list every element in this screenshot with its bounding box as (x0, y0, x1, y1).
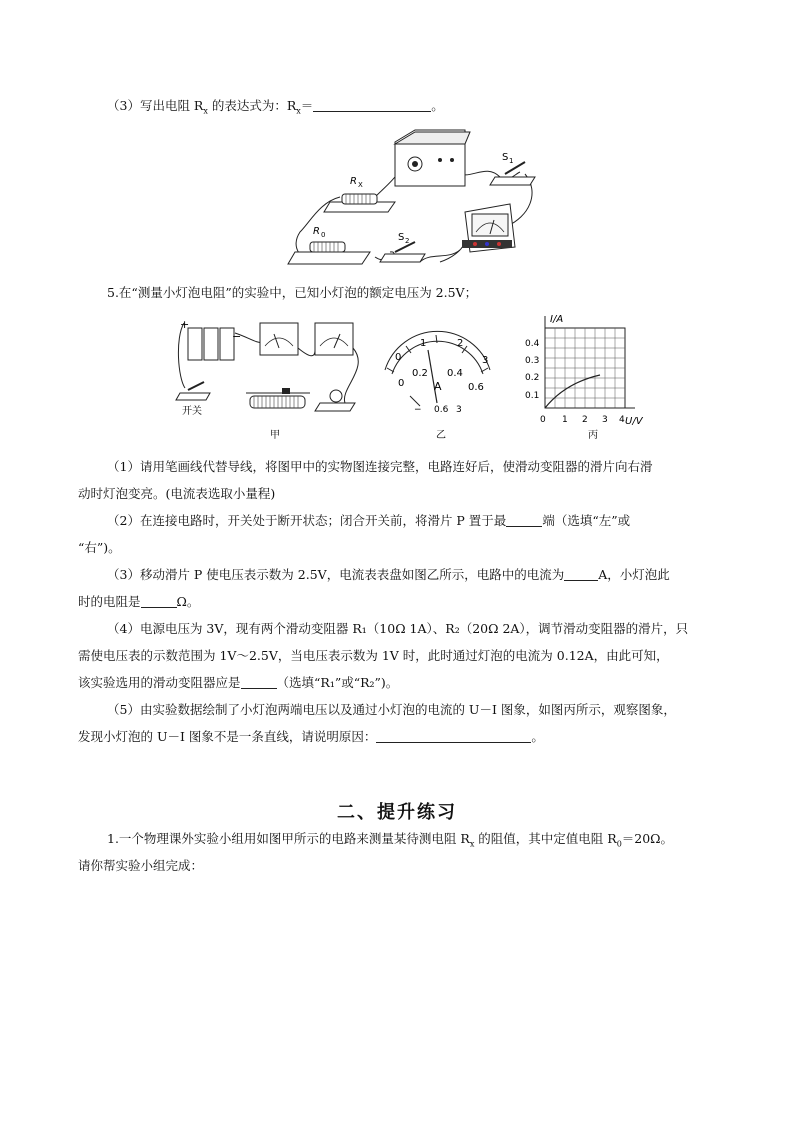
r0-subscript: 0 (321, 231, 326, 239)
q5-part5-line1: （5）由实验数据绘制了小灯泡两端电压以及通过小灯泡的电流的 U－I 图象，如图丙所示，观察图象， (107, 702, 676, 717)
graph-ytick: 0.3 (525, 356, 540, 366)
graph-y-label: I/A (550, 314, 564, 325)
period: 。 (431, 98, 444, 113)
s2-subscript: 2 (405, 237, 410, 245)
graph-xtick: 1 (562, 415, 568, 425)
q5-part2-text: （2）在连接电路时，开关处于断开状态；闭合开关前，将滑片 P 置于最 (107, 513, 507, 528)
graph-xtick: 2 (582, 415, 588, 425)
dial-unit: A (434, 380, 442, 393)
terminal-06: 0.6 (434, 405, 449, 415)
s2q1-text2: 的阻值，其中定值电阻 R (474, 831, 617, 846)
subscript: x (203, 106, 208, 116)
q5-part1-line2: 动时灯泡变亮。(电流表选取小量程) (78, 486, 276, 501)
answer-blank[interactable] (313, 99, 431, 112)
graph-xtick: 3 (602, 415, 608, 425)
s1-subscript: 1 (509, 157, 514, 165)
answer-blank[interactable] (241, 676, 277, 689)
q3-text2: 的表达式为：R (207, 98, 297, 113)
q5-part4-text: 该实验选用的滑动变阻器应是 (78, 675, 241, 690)
answer-blank[interactable] (141, 595, 177, 608)
answer-blank[interactable] (564, 568, 598, 581)
rx-subscript: X (358, 181, 363, 189)
q5-part4-line1: （4）电源电压为 3V，现有两个滑动变阻器 R₁（10Ω 1A）、R₂（20Ω 2A），调节滑动变阻器的滑片，只 (107, 621, 689, 636)
q5-part3-text: （3）移动滑片 P 使电压表示数为 2.5V，电流表表盘如图乙所示，电路中的电流为 (107, 567, 565, 582)
graph-x-label: U/V (625, 416, 643, 427)
switch-label: 开关 (182, 406, 202, 417)
q3-text: 写出电阻 R (139, 98, 204, 113)
dial-bottom-1: 0.2 (412, 368, 428, 379)
graph-xtick: 4 (619, 415, 625, 425)
q5-part5-text: 发现小灯泡的 U－I 图象不是一条直线，请说明原因： (78, 729, 377, 744)
q5-part5-text2: 。 (531, 729, 544, 744)
q5-part1-line1: （1）请用笔画线代替导线，将图甲中的实物图连接完整，电路连好后，使滑动变阻器的滑片向右滑 (107, 459, 653, 474)
dial-top-2: 2 (457, 338, 464, 349)
q5-part2-line1 (107, 512, 630, 530)
subscript: x (296, 106, 301, 116)
q5-stem: 5.在“测量小灯泡电阻”的实验中，已知小灯泡的额定电压为 2.5V； (107, 285, 478, 300)
section2-q1-line1 (107, 830, 673, 854)
q5-part4-line3 (78, 674, 398, 692)
circuit-figure-1 (280, 122, 550, 272)
figure-bing-label: 丙 (588, 430, 598, 441)
q5-part4-text2: （选填“R₁”或“R₂”)。 (276, 675, 399, 690)
q5-part5-line2 (78, 728, 544, 746)
s1-label: S (502, 152, 509, 163)
graph-ytick: 0.1 (525, 391, 540, 401)
subscript: 0 (616, 839, 622, 849)
q5-part3-text3: 时的电阻是 (78, 594, 141, 609)
q5-part3-line1 (107, 566, 670, 584)
graph-ytick: 0.2 (525, 373, 540, 383)
dial-bottom-0: 0 (398, 378, 405, 389)
terminal-3: 3 (456, 405, 462, 415)
iu-graph (525, 314, 644, 427)
rx-label: R (350, 176, 357, 187)
q3-sub-question (107, 97, 444, 121)
s2q1-text3: ＝20Ω。 (621, 831, 674, 846)
s2q1-text: 1.一个物理课外实验小组用如图甲所示的电路来测量某待测电阻 R (107, 831, 470, 846)
dial-top-0: 0 (395, 352, 402, 363)
figure-jia-label: 甲 (270, 430, 280, 441)
figure-yi-label: 乙 (436, 430, 446, 441)
section-title: 二、提升练习 (337, 802, 457, 823)
graph-ytick: 0.4 (525, 339, 540, 349)
battery-plus: + (180, 318, 190, 331)
q5-part3-line2 (78, 593, 199, 611)
q5-part3-text2: A，小灯泡此 (598, 567, 670, 582)
equals-sign: ＝ (300, 98, 314, 113)
circuit-figure-2 (170, 308, 643, 448)
q5-part4-line2: 需使电压表的示数范围为 1V～2.5V，当电压表示数为 1V 时，此时通过灯泡的电流为 0.12A，由此可知， (78, 648, 669, 663)
graph-xtick: 0 (540, 415, 546, 425)
q5-part2-text2: 端（选填“左”或 (542, 513, 631, 528)
answer-blank[interactable] (506, 514, 542, 527)
q5-part2-line2: “右”)。 (78, 540, 121, 555)
dial-bottom-2: 0.4 (447, 368, 463, 379)
section2-q1-line2: 请你帮实验小组完成： (78, 858, 204, 873)
r0-label: R (313, 226, 320, 237)
answer-blank[interactable] (376, 730, 531, 743)
dial-top-1: 1 (420, 338, 427, 349)
dial-top-3: 3 (482, 355, 489, 366)
battery-minus: − (232, 330, 242, 343)
q5-part3-text4: Ω。 (176, 594, 200, 609)
subscript: x (469, 839, 475, 849)
s2-label: S (398, 232, 405, 243)
dial-bottom-3: 0.6 (468, 382, 484, 393)
q3-number: （3） (107, 98, 140, 113)
terminal-minus: − (414, 405, 422, 415)
